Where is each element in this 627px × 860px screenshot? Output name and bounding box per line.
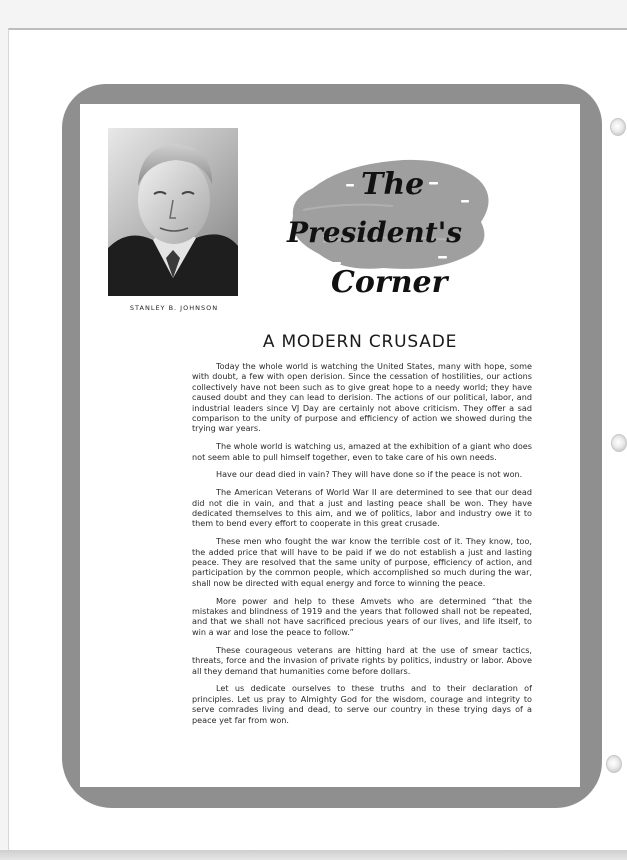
title-line-presidents: President's (287, 216, 463, 249)
brush-highlight (346, 184, 354, 187)
portrait-photo-icon (108, 128, 238, 296)
portrait-photo (108, 128, 238, 296)
article-paragraph: These men who fought the war know the terrible cost of it. They know, too, the added price that will have to be paid if we do not establish a just and lasting peace. They are resolved that the same unity of purpose, efficiency of action, and participation by the common people, which accomplished so much during the war, shall now be directed with equal energy and force to winning the peace. (192, 536, 532, 588)
article-body (192, 361, 532, 732)
brush-highlight (438, 256, 447, 259)
binder-hole-top (610, 118, 626, 136)
article-paragraph: Let us dedicate ourselves to these truths and to their declaration of principles. Let us pray to Almighty God for the wisdom, courage and integrity to serve comrades living and dead, to serve our country in these trying days of a peace yet far from won. (192, 683, 532, 725)
brush-highlight (429, 182, 438, 185)
article-paragraph: The American Veterans of World War II are determined to see that our dead did not die in vain, and that a just and lasting peace shall be won. They have dedicated themselves to this aim, and we of politics, labor and industry owe it to them to bend every effort to cooperate in this great crusade. (192, 487, 532, 529)
article-paragraph: The whole world is watching us, amazed at the exhibition of a giant who does not seem able to pull himself together, even to take care of his own needs. (192, 441, 532, 462)
article-paragraph: Have our dead died in vain? They will have done so if the peace is not won. (216, 469, 523, 480)
binder-hole-middle (611, 434, 627, 452)
brush-highlight (461, 200, 469, 203)
title-line-the: The (361, 167, 425, 202)
portrait-caption: STANLEY B. JOHNSON (129, 304, 219, 312)
article-paragraph: More power and help to these Amvets who are determined “that the mistakes and blindness of 1919 and the years that followed shall not be repeated, and that we shall not have sacrificed precious years of our lives, and life itself, to win a war and lose the peace to follow.” (192, 595, 532, 637)
binder-hole-bottom (606, 755, 622, 773)
page-edge-shadow (0, 850, 627, 860)
title-line-corner: Corner (331, 265, 448, 300)
article-paragraph: Today the whole world is watching the United States, many with hope, some with doubt, a few with open derision. Since the cessation of hostilities, our actions collectively have not been such as to give great hope to a needy world; they have caused doubt and they can lead to derision. The actions of our political, labor, and industrial leaders since VJ Day are certainly not above criticism. They offer a sad comparison to the unity of purpose and efficiency of action we showed during the trying war years. (192, 361, 532, 434)
presidents-corner-title-graphic (283, 150, 493, 300)
article-paragraph: These courageous veterans are hitting hard at the use of smear tactics, threats, force and the invasion of private rights by politics, industry or labor. Above all they demand that humanities come before dollars. (192, 644, 532, 676)
article-headline: A MODERN CRUSADE (262, 332, 458, 352)
